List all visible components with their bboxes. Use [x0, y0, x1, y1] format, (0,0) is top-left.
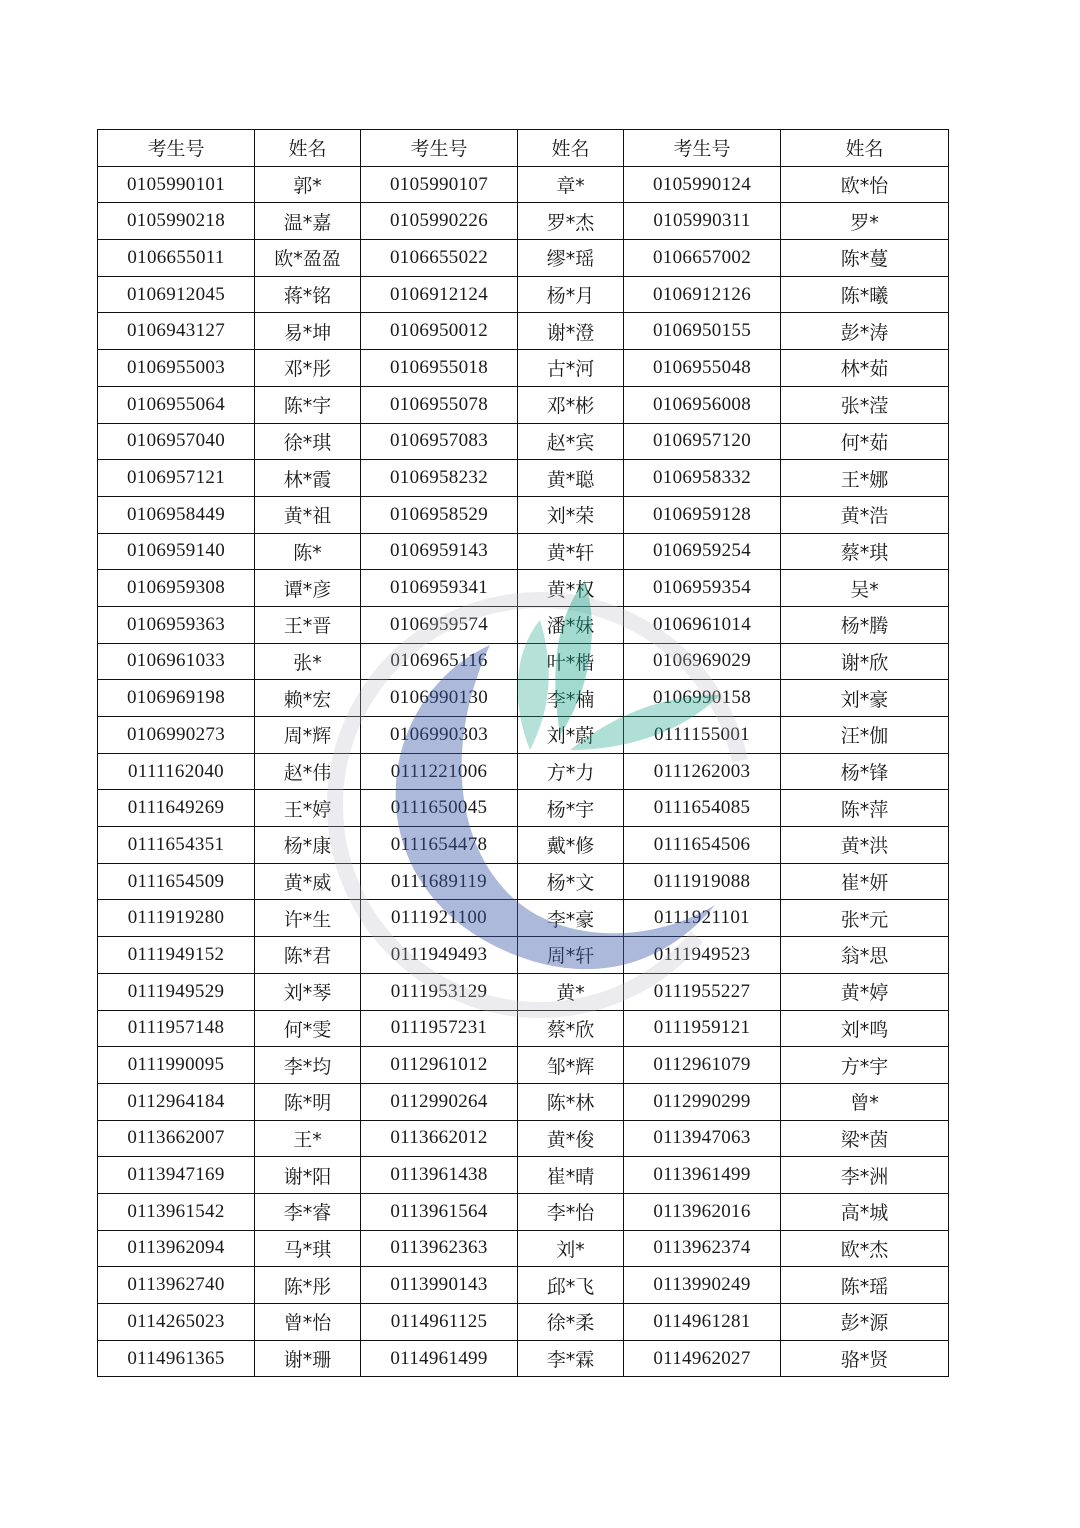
exam-number-cell: 0111162040	[98, 753, 255, 790]
exam-number-cell: 0114961499	[361, 1340, 518, 1377]
exam-number-cell: 0106959140	[98, 533, 255, 570]
student-name-cell: 刘*琴	[255, 973, 361, 1010]
table-row	[98, 717, 949, 754]
student-name-cell: 吴*	[781, 570, 949, 607]
student-name-cell: 崔*晴	[518, 1157, 624, 1194]
table-row	[98, 496, 949, 533]
exam-number-cell: 0111654478	[361, 827, 518, 864]
student-name-cell: 陈*彤	[255, 1267, 361, 1304]
table-row	[98, 937, 949, 974]
exam-number-cell: 0105990101	[98, 166, 255, 203]
student-name-cell: 谢*珊	[255, 1340, 361, 1377]
exam-number-cell: 0105990218	[98, 203, 255, 240]
exam-number-cell: 0114961281	[624, 1304, 781, 1341]
student-name-cell: 潘*妹	[518, 606, 624, 643]
student-name-cell: 张*元	[781, 900, 949, 937]
table-row	[98, 313, 949, 350]
exam-number-cell: 0114265023	[98, 1304, 255, 1341]
exam-number-cell: 0106961014	[624, 606, 781, 643]
table-row	[98, 1157, 949, 1194]
column-header-name: 姓名	[518, 130, 624, 167]
student-name-cell: 杨*康	[255, 827, 361, 864]
student-name-cell: 戴*修	[518, 827, 624, 864]
student-name-cell: 张*	[255, 643, 361, 680]
student-name-cell: 方*宇	[781, 1047, 949, 1084]
exam-number-cell: 0112961079	[624, 1047, 781, 1084]
exam-number-cell: 0105990226	[361, 203, 518, 240]
exam-number-cell: 0106955078	[361, 386, 518, 423]
table-row	[98, 1304, 949, 1341]
table-row	[98, 203, 949, 240]
table-row	[98, 900, 949, 937]
table-header	[98, 130, 949, 167]
student-name-cell: 陈*宇	[255, 386, 361, 423]
table-row	[98, 606, 949, 643]
table-row	[98, 827, 949, 864]
student-name-cell: 谢*澄	[518, 313, 624, 350]
exam-number-cell: 0106958232	[361, 460, 518, 497]
exam-number-cell: 0106655011	[98, 240, 255, 277]
table-row	[98, 386, 949, 423]
table-row	[98, 240, 949, 277]
table-row	[98, 1120, 949, 1157]
header-row	[98, 130, 949, 167]
exam-number-cell: 0111990095	[98, 1047, 255, 1084]
student-name-cell: 杨*月	[518, 276, 624, 313]
student-name-cell: 李*怡	[518, 1193, 624, 1230]
exam-number-cell: 0114962027	[624, 1340, 781, 1377]
exam-number-cell: 0106990273	[98, 717, 255, 754]
student-name-cell: 温*嘉	[255, 203, 361, 240]
exam-number-cell: 0106657002	[624, 240, 781, 277]
student-name-cell: 林*茹	[781, 350, 949, 387]
student-name-cell: 骆*贤	[781, 1340, 949, 1377]
exam-number-cell: 0111689119	[361, 863, 518, 900]
column-header-exam-number: 考生号	[98, 130, 255, 167]
exam-number-cell: 0106959341	[361, 570, 518, 607]
student-name-cell: 陈*君	[255, 937, 361, 974]
table-row	[98, 1267, 949, 1304]
student-name-cell: 梁*茵	[781, 1120, 949, 1157]
column-header-exam-number: 考生号	[624, 130, 781, 167]
student-name-cell: 赖*宏	[255, 680, 361, 717]
exam-number-cell: 0111650045	[361, 790, 518, 827]
exam-number-cell: 0111957148	[98, 1010, 255, 1047]
exam-number-cell: 0111959121	[624, 1010, 781, 1047]
exam-number-cell: 0106969029	[624, 643, 781, 680]
student-name-cell: 王*娜	[781, 460, 949, 497]
student-name-cell: 谭*彦	[255, 570, 361, 607]
exam-number-cell: 0113947169	[98, 1157, 255, 1194]
exam-number-cell: 0106655022	[361, 240, 518, 277]
student-name-cell: 许*生	[255, 900, 361, 937]
exam-number-cell: 0111919280	[98, 900, 255, 937]
exam-number-cell: 0106956008	[624, 386, 781, 423]
exam-number-cell: 0113990249	[624, 1267, 781, 1304]
exam-number-cell: 0106957083	[361, 423, 518, 460]
student-name-cell: 李*霖	[518, 1340, 624, 1377]
student-name-cell: 方*力	[518, 753, 624, 790]
student-name-cell: 周*辉	[255, 717, 361, 754]
table-row	[98, 973, 949, 1010]
student-name-cell: 陈*	[255, 533, 361, 570]
student-name-cell: 陈*蔓	[781, 240, 949, 277]
exam-number-cell: 0113962740	[98, 1267, 255, 1304]
exam-number-cell: 0113962374	[624, 1230, 781, 1267]
student-name-cell: 彭*源	[781, 1304, 949, 1341]
student-name-cell: 杨*腾	[781, 606, 949, 643]
exam-number-cell: 0112964184	[98, 1083, 255, 1120]
student-name-cell: 罗*杰	[518, 203, 624, 240]
table-row	[98, 1010, 949, 1047]
exam-number-cell: 0114961125	[361, 1304, 518, 1341]
student-name-cell: 王*晋	[255, 606, 361, 643]
exam-number-cell: 0113961564	[361, 1193, 518, 1230]
exam-number-cell: 0112990299	[624, 1083, 781, 1120]
column-header-exam-number: 考生号	[361, 130, 518, 167]
table-row	[98, 753, 949, 790]
exam-number-cell: 0111953129	[361, 973, 518, 1010]
student-name-cell: 李*均	[255, 1047, 361, 1084]
exam-number-cell: 0111654351	[98, 827, 255, 864]
student-name-cell: 周*轩	[518, 937, 624, 974]
student-name-cell: 刘*鸣	[781, 1010, 949, 1047]
student-name-cell: 刘*	[518, 1230, 624, 1267]
exam-number-cell: 0106961033	[98, 643, 255, 680]
exam-number-cell: 0106959574	[361, 606, 518, 643]
student-name-cell: 刘*荣	[518, 496, 624, 533]
table-row	[98, 570, 949, 607]
exam-number-cell: 0106957040	[98, 423, 255, 460]
exam-number-cell: 0113962016	[624, 1193, 781, 1230]
table-row	[98, 863, 949, 900]
student-name-cell: 蒋*铭	[255, 276, 361, 313]
table-row	[98, 680, 949, 717]
exam-number-cell: 0112990264	[361, 1083, 518, 1120]
exam-number-cell: 0106912126	[624, 276, 781, 313]
student-name-cell: 李*豪	[518, 900, 624, 937]
exam-number-cell: 0111919088	[624, 863, 781, 900]
column-header-name: 姓名	[255, 130, 361, 167]
student-name-cell: 黄*洪	[781, 827, 949, 864]
exam-number-cell: 0111221006	[361, 753, 518, 790]
exam-number-cell: 0106959363	[98, 606, 255, 643]
student-name-cell: 曾*	[781, 1083, 949, 1120]
table-row	[98, 1230, 949, 1267]
exam-number-cell: 0111921101	[624, 900, 781, 937]
student-name-cell: 欧*盈盈	[255, 240, 361, 277]
student-name-cell: 黄*浩	[781, 496, 949, 533]
student-name-cell: 黄*婷	[781, 973, 949, 1010]
student-name-cell: 何*茹	[781, 423, 949, 460]
exam-number-cell: 0105990107	[361, 166, 518, 203]
student-name-cell: 王*婷	[255, 790, 361, 827]
student-name-cell: 李*睿	[255, 1193, 361, 1230]
exam-number-cell: 0111654085	[624, 790, 781, 827]
table-body	[98, 166, 949, 1377]
table-row	[98, 276, 949, 313]
table-row	[98, 1047, 949, 1084]
exam-number-cell: 0114961365	[98, 1340, 255, 1377]
exam-number-cell: 0106990158	[624, 680, 781, 717]
student-name-cell: 谢*阳	[255, 1157, 361, 1194]
exam-number-cell: 0111155001	[624, 717, 781, 754]
student-name-cell: 陈*曦	[781, 276, 949, 313]
student-name-cell: 杨*锋	[781, 753, 949, 790]
student-name-cell: 崔*妍	[781, 863, 949, 900]
student-name-cell: 徐*柔	[518, 1304, 624, 1341]
exam-number-cell: 0111262003	[624, 753, 781, 790]
exam-number-cell: 0111949493	[361, 937, 518, 974]
student-name-cell: 黄*轩	[518, 533, 624, 570]
exam-number-cell: 0113947063	[624, 1120, 781, 1157]
table-row	[98, 166, 949, 203]
table-row	[98, 643, 949, 680]
exam-number-cell: 0111949152	[98, 937, 255, 974]
student-name-cell: 彭*涛	[781, 313, 949, 350]
student-name-cell: 曾*怡	[255, 1304, 361, 1341]
student-name-cell: 黄*聪	[518, 460, 624, 497]
admission-roster-table	[97, 129, 949, 1377]
exam-number-cell: 0106959254	[624, 533, 781, 570]
student-name-cell: 郭*	[255, 166, 361, 203]
student-name-cell: 翁*思	[781, 937, 949, 974]
student-name-cell: 高*城	[781, 1193, 949, 1230]
student-name-cell: 欧*杰	[781, 1230, 949, 1267]
exam-number-cell: 0111921100	[361, 900, 518, 937]
exam-number-cell: 0113961499	[624, 1157, 781, 1194]
table-row	[98, 423, 949, 460]
table-row	[98, 460, 949, 497]
student-name-cell: 黄*威	[255, 863, 361, 900]
exam-number-cell: 0106950155	[624, 313, 781, 350]
exam-number-cell: 0106965116	[361, 643, 518, 680]
exam-number-cell: 0106958449	[98, 496, 255, 533]
student-name-cell: 汪*伽	[781, 717, 949, 754]
student-name-cell: 林*霞	[255, 460, 361, 497]
column-header-name: 姓名	[781, 130, 949, 167]
student-name-cell: 谢*欣	[781, 643, 949, 680]
student-name-cell: 易*坤	[255, 313, 361, 350]
student-name-cell: 马*琪	[255, 1230, 361, 1267]
exam-number-cell: 0106955048	[624, 350, 781, 387]
exam-number-cell: 0111949523	[624, 937, 781, 974]
student-name-cell: 何*雯	[255, 1010, 361, 1047]
student-name-cell: 古*河	[518, 350, 624, 387]
exam-number-cell: 0106958529	[361, 496, 518, 533]
student-name-cell: 黄*祖	[255, 496, 361, 533]
exam-number-cell: 0106990130	[361, 680, 518, 717]
student-name-cell: 李*楠	[518, 680, 624, 717]
student-name-cell: 陈*明	[255, 1083, 361, 1120]
exam-number-cell: 0113961542	[98, 1193, 255, 1230]
exam-number-cell: 0106959128	[624, 496, 781, 533]
exam-number-cell: 0112961012	[361, 1047, 518, 1084]
exam-number-cell: 0111957231	[361, 1010, 518, 1047]
exam-number-cell: 0111654506	[624, 827, 781, 864]
student-name-cell: 黄*	[518, 973, 624, 1010]
student-name-cell: 张*滢	[781, 386, 949, 423]
student-name-cell: 缪*瑶	[518, 240, 624, 277]
student-name-cell: 赵*宾	[518, 423, 624, 460]
table-row	[98, 1193, 949, 1230]
table-row	[98, 533, 949, 570]
exam-number-cell: 0111654509	[98, 863, 255, 900]
student-name-cell: 邓*彬	[518, 386, 624, 423]
exam-number-cell: 0106955018	[361, 350, 518, 387]
student-name-cell: 陈*瑶	[781, 1267, 949, 1304]
exam-number-cell: 0106912124	[361, 276, 518, 313]
exam-number-cell: 0106959143	[361, 533, 518, 570]
student-name-cell: 刘*豪	[781, 680, 949, 717]
student-name-cell: 李*洲	[781, 1157, 949, 1194]
exam-number-cell: 0111649269	[98, 790, 255, 827]
student-name-cell: 蔡*欣	[518, 1010, 624, 1047]
table-row	[98, 1340, 949, 1377]
exam-number-cell: 0106990303	[361, 717, 518, 754]
student-name-cell: 邱*飞	[518, 1267, 624, 1304]
student-name-cell: 罗*	[781, 203, 949, 240]
student-name-cell: 欧*怡	[781, 166, 949, 203]
table-row	[98, 790, 949, 827]
exam-number-cell: 0113990143	[361, 1267, 518, 1304]
table-row	[98, 350, 949, 387]
exam-number-cell: 0106957120	[624, 423, 781, 460]
student-name-cell: 赵*伟	[255, 753, 361, 790]
exam-number-cell: 0113962363	[361, 1230, 518, 1267]
exam-number-cell: 0106959308	[98, 570, 255, 607]
exam-number-cell: 0111955227	[624, 973, 781, 1010]
exam-number-cell: 0106958332	[624, 460, 781, 497]
exam-number-cell: 0113961438	[361, 1157, 518, 1194]
student-name-cell: 徐*琪	[255, 423, 361, 460]
exam-number-cell: 0105990124	[624, 166, 781, 203]
student-name-cell: 杨*文	[518, 863, 624, 900]
exam-number-cell: 0113662007	[98, 1120, 255, 1157]
student-name-cell: 章*	[518, 166, 624, 203]
exam-number-cell: 0106950012	[361, 313, 518, 350]
exam-number-cell: 0106943127	[98, 313, 255, 350]
student-name-cell: 刘*蔚	[518, 717, 624, 754]
exam-number-cell: 0106957121	[98, 460, 255, 497]
student-name-cell: 陈*林	[518, 1083, 624, 1120]
exam-number-cell: 0106955003	[98, 350, 255, 387]
exam-number-cell: 0111949529	[98, 973, 255, 1010]
student-name-cell: 邹*辉	[518, 1047, 624, 1084]
student-name-cell: 黄*权	[518, 570, 624, 607]
student-name-cell: 黄*俊	[518, 1120, 624, 1157]
student-name-cell: 邓*彤	[255, 350, 361, 387]
exam-number-cell: 0113962094	[98, 1230, 255, 1267]
student-name-cell: 王*	[255, 1120, 361, 1157]
exam-number-cell: 0106969198	[98, 680, 255, 717]
exam-number-cell: 0106912045	[98, 276, 255, 313]
exam-number-cell: 0105990311	[624, 203, 781, 240]
exam-number-cell: 0106959354	[624, 570, 781, 607]
student-name-cell: 蔡*琪	[781, 533, 949, 570]
student-name-cell: 陈*萍	[781, 790, 949, 827]
exam-number-cell: 0106955064	[98, 386, 255, 423]
exam-number-cell: 0113662012	[361, 1120, 518, 1157]
student-name-cell: 杨*宇	[518, 790, 624, 827]
student-name-cell: 叶*楷	[518, 643, 624, 680]
table-row	[98, 1083, 949, 1120]
